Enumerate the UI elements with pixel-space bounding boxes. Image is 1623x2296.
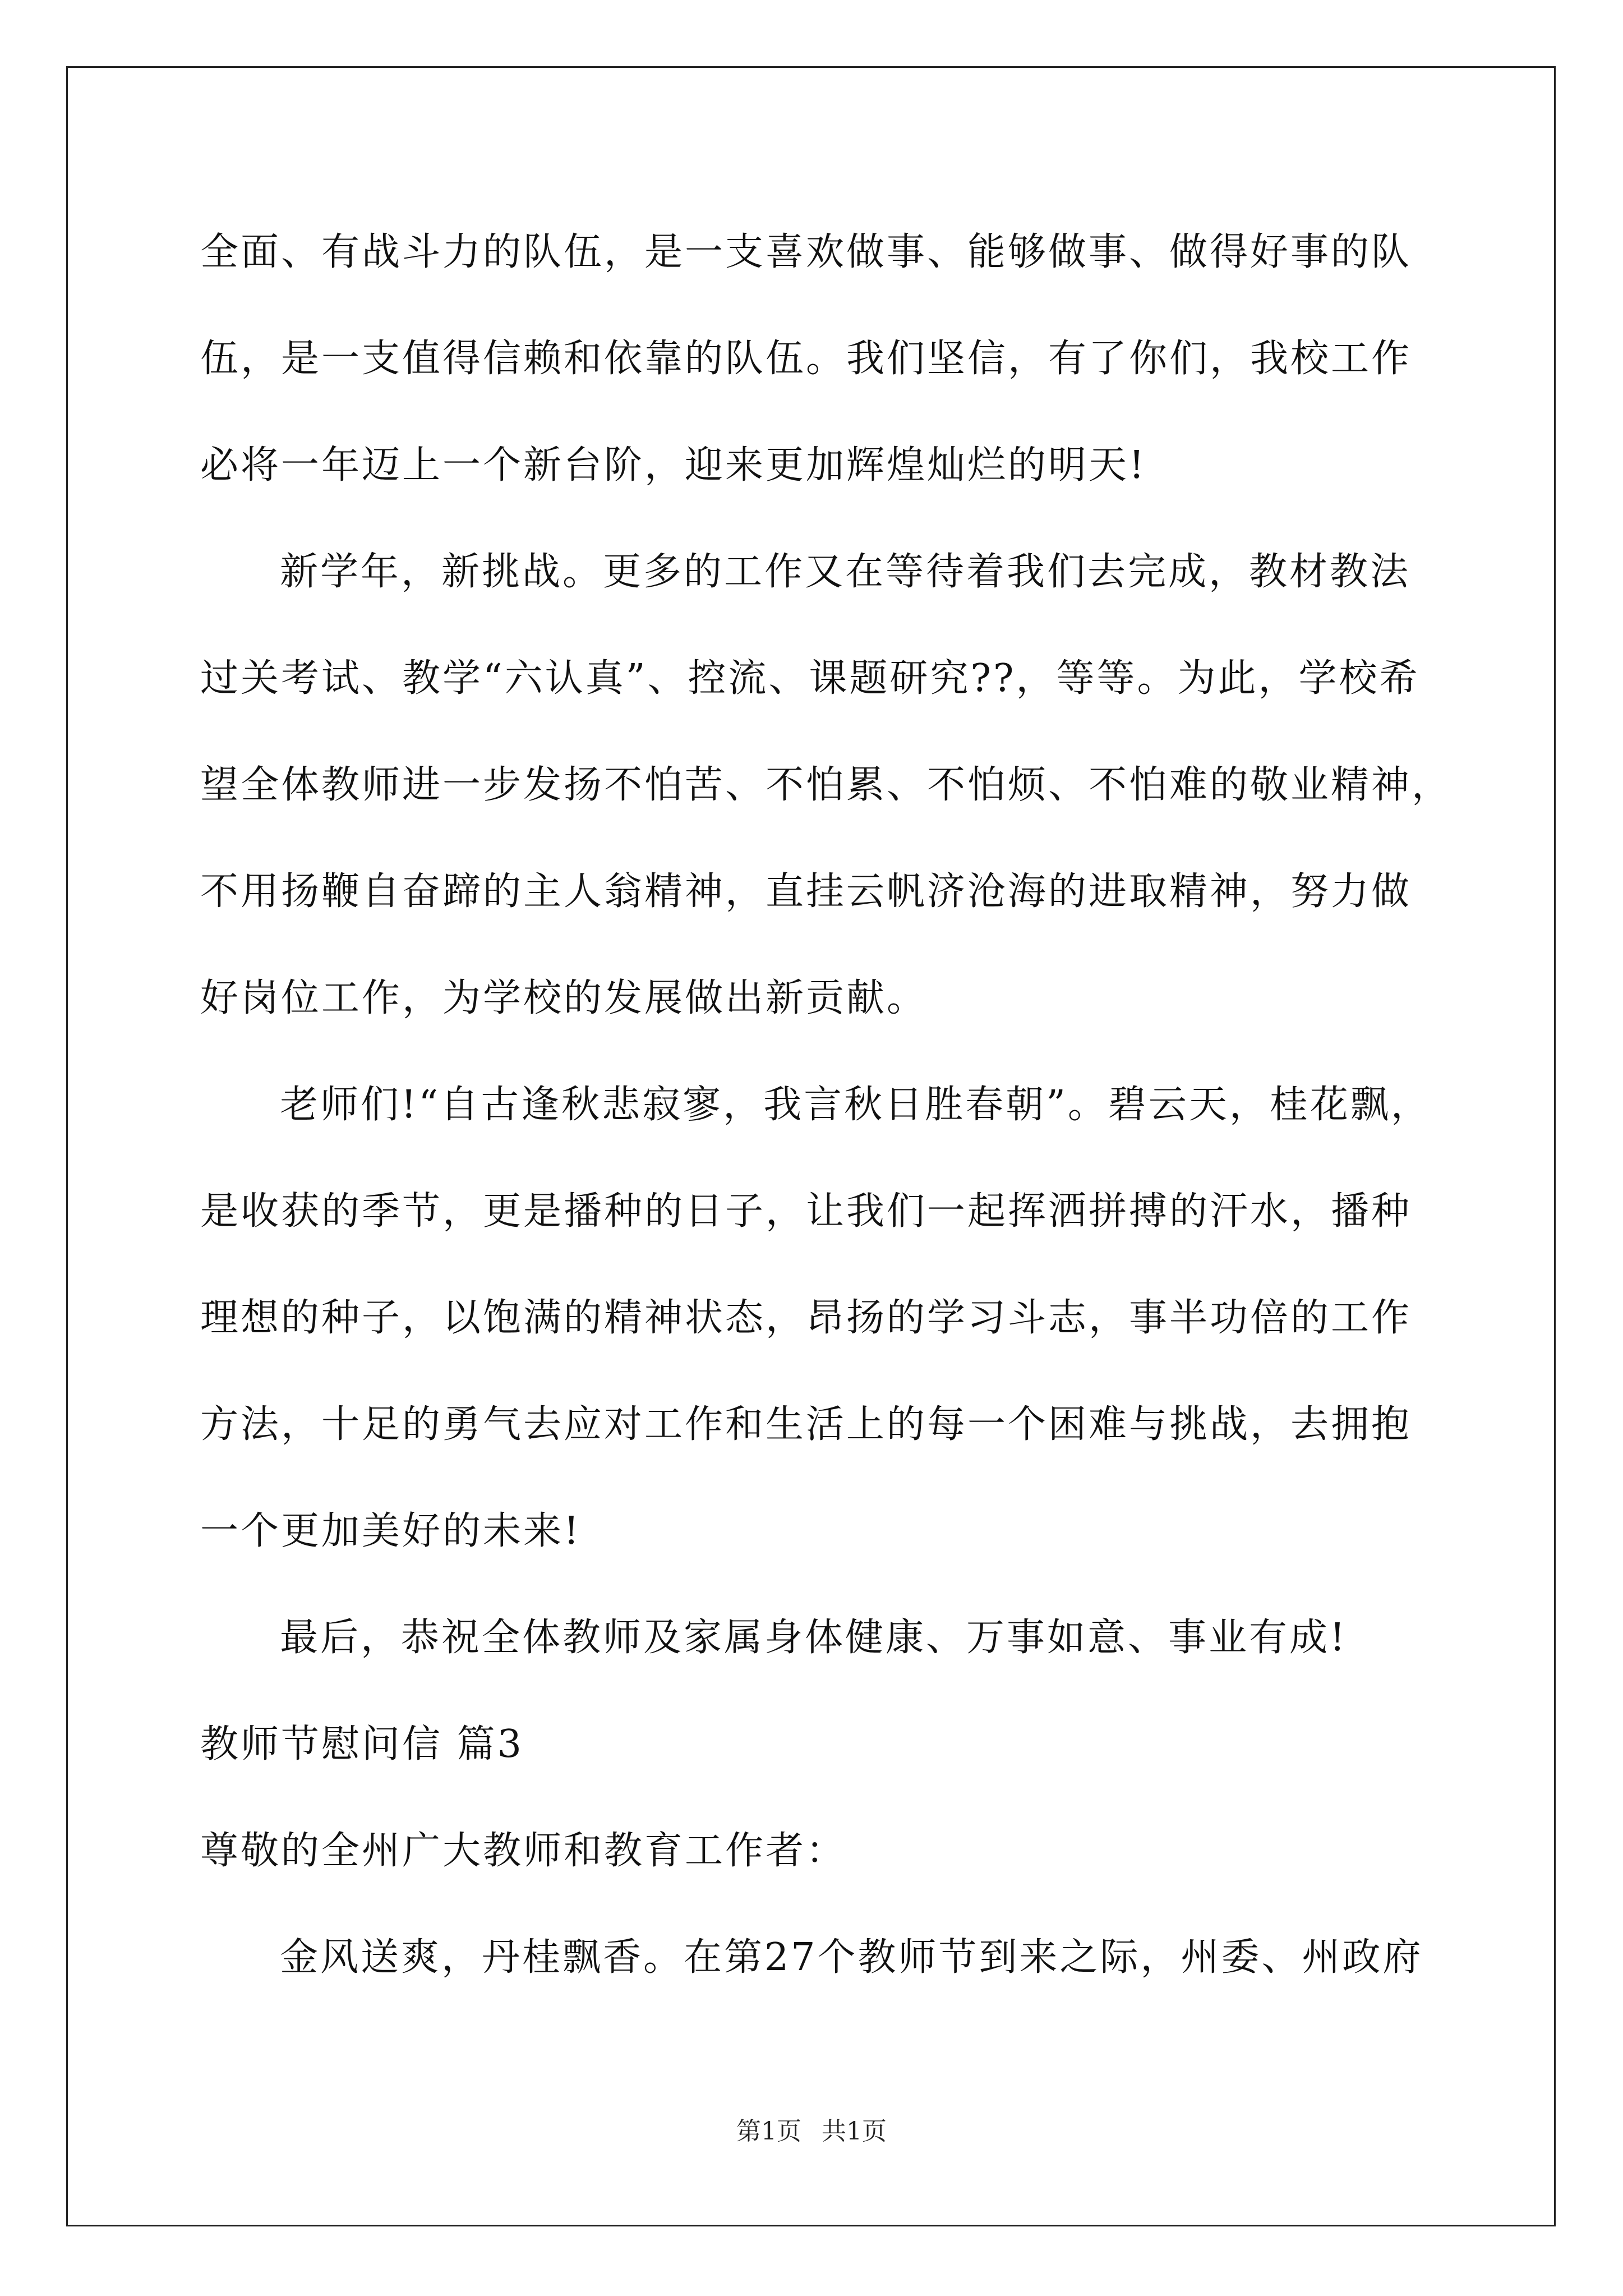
text-line: 方法，十足的勇气去应对工作和生活上的每一个困难与挑战，去拥抱: [200, 1402, 1412, 1447]
text-line: 最后，恭祝全体教师及家属身体健康、万事如意、事业有成!: [280, 1616, 1348, 1660]
text-line: 伍，是一支值得信赖和依靠的队伍。我们坚信，有了你们，我校工作: [200, 337, 1412, 381]
text-line: 望全体教师进一步发扬不怕苦、不怕累、不怕烦、不怕难的敬业精神，: [200, 763, 1453, 807]
text-line: 一个更加美好的未来!: [200, 1509, 582, 1553]
text-line: 不用扬鞭自奋蹄的主人翁精神，直挂云帆济沧海的进取精神，努力做: [200, 869, 1412, 914]
text-line: 必将一年迈上一个新台阶，迎来更加辉煌灿烂的明天!: [200, 443, 1147, 487]
text-line: 过关考试、教学“六认真”、控流、课题研究??，等等。为此，学校希: [200, 656, 1420, 701]
section-heading: 教师节慰问信 篇3: [200, 1722, 524, 1766]
page-border: [66, 66, 1556, 2226]
page-total: 共1页: [822, 2117, 887, 2146]
salutation: 尊敬的全州广大教师和教育工作者：: [200, 1829, 847, 1873]
text-line: 好岗位工作，为学校的发展做出新贡献。: [200, 976, 928, 1020]
text-line: 理想的种子，以饱满的精神状态，昂扬的学习斗志，事半功倍的工作: [200, 1296, 1412, 1340]
text-line: 金风送爽，丹桂飘香。在第27个教师节到来之际，州委、州政府: [280, 1935, 1423, 1980]
text-line: 老师们!“自古逢秋悲寂寥，我言秋日胜春朝”。碧云天，桂花飘，: [280, 1083, 1431, 1127]
text-line: 全面、有战斗力的队伍，是一支喜欢做事、能够做事、做得好事的队: [200, 230, 1412, 274]
text-line: 新学年，新挑战。更多的工作又在等待着我们去完成，教材教法: [280, 550, 1411, 594]
text-line: 是收获的季节，更是播种的日子，让我们一起挥洒拼搏的汗水，播种: [200, 1189, 1412, 1234]
page-number: 第1页: [736, 2117, 801, 2146]
page-footer: [0, 2115, 1623, 2148]
